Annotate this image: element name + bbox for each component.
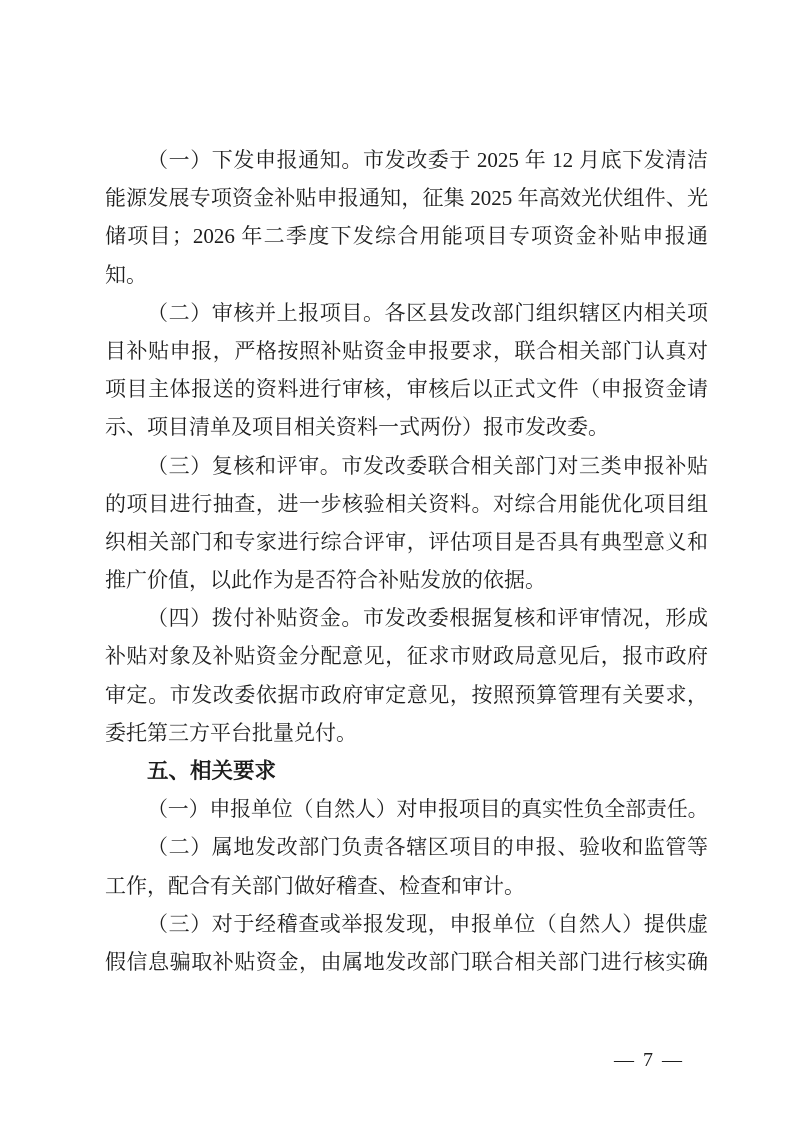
paragraph-line: 织相关部门和专家进行综合评审，评估项目是否具有典型意义和 <box>105 529 708 554</box>
paragraph-line: 项目主体报送的资料进行审核，审核后以正式文件（申报资金请 <box>105 377 708 402</box>
page-number: 7 <box>643 1049 653 1071</box>
paragraph-line: （一）申报单位（自然人）对申报项目的真实性负全部责任。 <box>147 797 708 822</box>
paragraph <box>105 599 708 752</box>
paragraph <box>105 905 708 981</box>
footer-dash-left: — <box>614 1049 634 1071</box>
paragraph-line: 能源发展专项资金补贴申报通知，征集 2025 年高效光伏组件、光 <box>105 186 708 211</box>
paragraph-line: 委托第三方平台批量兑付。 <box>105 720 357 745</box>
paragraph-line: （二）属地发改部门负责各辖区项目的申报、验收和监管等 <box>147 835 708 860</box>
paragraph <box>105 294 708 447</box>
paragraph-line: （二）审核并上报项目。各区县发改部门组织辖区内相关项 <box>147 300 708 325</box>
paragraph-line: 储项目；2026 年二季度下发综合用能项目专项资金补贴申报通 <box>105 224 708 249</box>
paragraph-line: 补贴对象及补贴资金分配意见，征求市财政局意见后，报市政府 <box>105 644 708 669</box>
paragraph <box>105 790 708 828</box>
paragraph-line: （四）拨付补贴资金。市发改委根据复核和评审情况，形成 <box>147 606 708 631</box>
paragraph-line: （三）复核和评审。市发改委联合相关部门对三类申报补贴 <box>147 453 708 478</box>
paragraph-line: 示、项目清单及项目相关资料一式两份）报市发改委。 <box>105 415 609 440</box>
section-heading: 五、相关要求 <box>147 759 277 783</box>
footer-dash-right: — <box>662 1049 682 1071</box>
paragraph-line: 知。 <box>105 262 147 287</box>
paragraph-line: （三）对于经稽查或举报发现，申报单位（自然人）提供虚 <box>147 911 708 936</box>
paragraph-line: 工作，配合有关部门做好稽查、检查和审计。 <box>105 873 525 898</box>
document-body <box>105 141 708 981</box>
paragraph <box>105 447 708 600</box>
paragraph-line: 目补贴申报，严格按照补贴资金申报要求，联合相关部门认真对 <box>105 338 708 363</box>
paragraph <box>105 141 708 294</box>
paragraph-line: （一）下发申报通知。市发改委于 2025 年 12 月底下发清洁 <box>147 148 708 172</box>
paragraph-line: 推广价值，以此作为是否符合补贴发放的依据。 <box>105 568 546 593</box>
paragraph-line: 假信息骗取补贴资金，由属地发改部门联合相关部门进行核实确 <box>105 949 708 974</box>
paragraph-line: 审定。市发改委依据市政府审定意见，按照预算管理有关要求， <box>105 682 708 707</box>
paragraph <box>105 828 708 904</box>
section-heading-block <box>105 752 708 790</box>
page-footer <box>614 1046 682 1074</box>
paragraph-line: 的项目进行抽查，进一步核验相关资料。对综合用能优化项目组 <box>105 491 708 516</box>
